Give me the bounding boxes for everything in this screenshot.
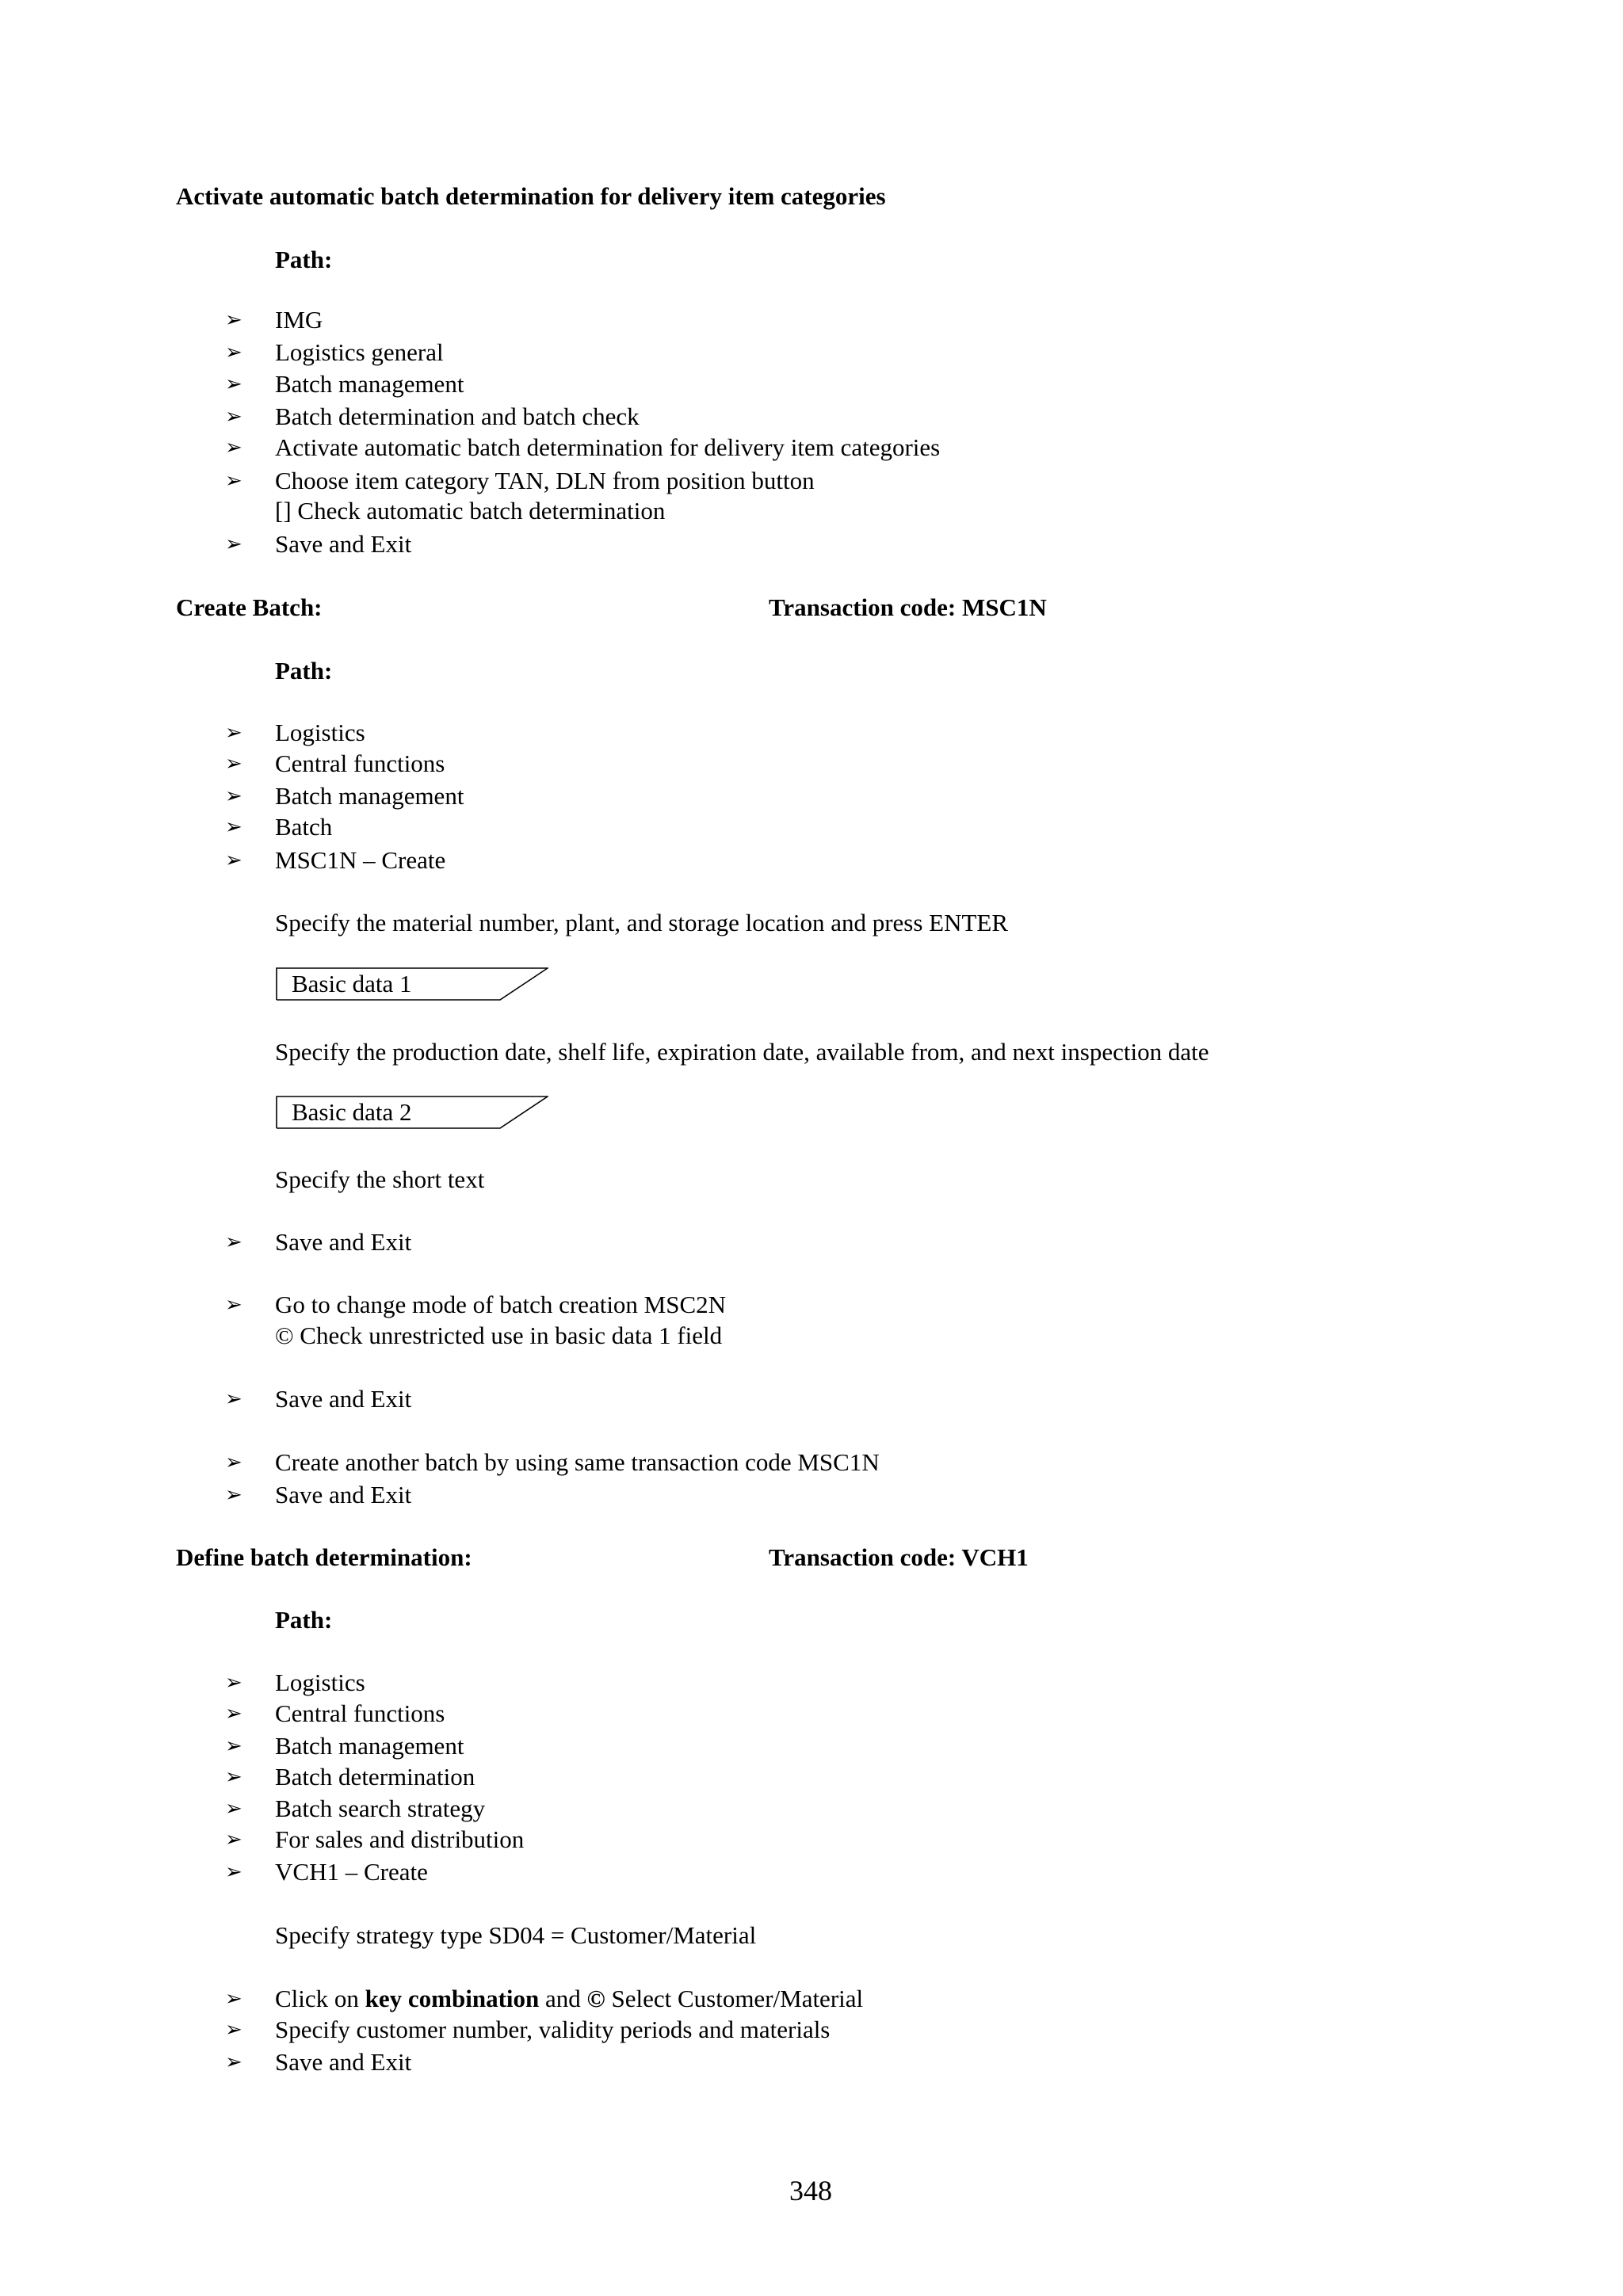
arrow-bullet-icon: ➢ — [225, 1765, 242, 1788]
list-item: ➢ Batch — [275, 811, 332, 843]
arrow-bullet-icon: ➢ — [225, 341, 242, 364]
list-item: ➢ Batch management — [275, 780, 464, 812]
section-heading-create-batch: Create Batch: — [176, 593, 323, 621]
list-item: ➢ Go to change mode of batch creation MSC2N — [275, 1289, 726, 1321]
arrow-bullet-icon: ➢ — [225, 469, 242, 492]
list-item: ➢ MSC1N – Create — [275, 845, 445, 876]
section-heading-define-batch-determination: Define batch determination: — [176, 1543, 472, 1571]
arrow-bullet-icon: ➢ — [225, 1230, 242, 1253]
arrow-bullet-icon: ➢ — [225, 784, 242, 807]
arrow-bullet-icon: ➢ — [225, 1451, 242, 1474]
arrow-bullet-icon: ➢ — [225, 436, 242, 459]
arrow-bullet-icon: ➢ — [225, 1734, 242, 1757]
list-item: ➢ Batch determination and batch check — [275, 401, 640, 433]
list-item: ➢ Central functions — [275, 748, 445, 780]
path-label: Path: — [275, 1606, 333, 1634]
arrow-bullet-icon: ➢ — [225, 721, 242, 744]
list-item: ➢ Specify customer number, validity periods and materials — [275, 2014, 830, 2046]
check-note: [] Check automatic batch determination — [275, 497, 666, 524]
instruction-text: Specify the material number, plant, and storage location and press ENTER — [275, 909, 1009, 936]
arrow-bullet-icon: ➢ — [225, 1293, 242, 1316]
list-item: ➢ Save and Exit — [275, 1226, 411, 1258]
list-item: ➢ Logistics — [275, 717, 365, 749]
list-item: ➢ Choose item category TAN, DLN from position button — [275, 465, 815, 497]
arrow-bullet-icon: ➢ — [225, 532, 242, 555]
arrow-bullet-icon: ➢ — [225, 308, 242, 331]
list-item: ➢ Click on key combination and © Select Customer/Material — [275, 1983, 863, 2015]
list-item: ➢ Logistics general — [275, 337, 444, 368]
tab-basic-data-1: Basic data 1 — [276, 967, 548, 1001]
section-heading-activate: Activate automatic batch determination for delivery item categories — [176, 182, 886, 210]
arrow-bullet-icon: ➢ — [225, 815, 242, 838]
arrow-bullet-icon: ➢ — [225, 1483, 242, 1506]
list-item: ➢ Create another batch by using same transaction code MSC1N — [275, 1447, 880, 1478]
list-item: ➢ For sales and distribution — [275, 1824, 524, 1855]
instruction-text: Specify strategy type SD04 = Customer/Material — [275, 1921, 757, 1949]
list-item: ➢ IMG — [275, 304, 323, 336]
arrow-bullet-icon: ➢ — [225, 1987, 242, 2010]
path-label: Path: — [275, 246, 333, 273]
arrow-bullet-icon: ➢ — [225, 1671, 242, 1694]
transaction-code: Transaction code: VCH1 — [769, 1543, 1029, 1571]
arrow-bullet-icon: ➢ — [225, 1387, 242, 1410]
instruction-text: Specify the short text — [275, 1165, 485, 1193]
list-item: ➢ Activate automatic batch determination for delivery item categories — [275, 432, 940, 463]
arrow-bullet-icon: ➢ — [225, 1702, 242, 1725]
list-item: ➢ Central functions — [275, 1698, 445, 1730]
arrow-bullet-icon: ➢ — [225, 2018, 242, 2041]
transaction-code: Transaction code: MSC1N — [769, 593, 1047, 621]
list-item: ➢ Save and Exit — [275, 1383, 411, 1415]
tab-basic-data-2: Basic data 2 — [276, 1096, 548, 1129]
instruction-text: Specify the production date, shelf life, expiration date, available from, and next inspection date — [275, 1038, 1209, 1066]
list-item: ➢ Batch determination — [275, 1761, 475, 1793]
arrow-bullet-icon: ➢ — [225, 849, 242, 871]
arrow-bullet-icon: ➢ — [225, 1860, 242, 1883]
arrow-bullet-icon: ➢ — [225, 405, 242, 428]
path-label: Path: — [275, 657, 333, 685]
arrow-bullet-icon: ➢ — [225, 2050, 242, 2073]
list-item: ➢ Batch management — [275, 1730, 464, 1762]
arrow-bullet-icon: ➢ — [225, 1828, 242, 1851]
list-item: ➢ VCH1 – Create — [275, 1856, 428, 1888]
arrow-bullet-icon: ➢ — [225, 752, 242, 775]
arrow-bullet-icon: ➢ — [225, 372, 242, 395]
list-item: ➢ Save and Exit — [275, 2046, 411, 2078]
page-number: 348 — [789, 2175, 832, 2206]
list-item: ➢ Batch search strategy — [275, 1793, 485, 1825]
check-note: © Check unrestricted use in basic data 1 field — [275, 1322, 723, 1349]
list-item: ➢ Logistics — [275, 1667, 365, 1699]
list-item: ➢ Batch management — [275, 368, 464, 400]
list-item: ➢ Save and Exit — [275, 1479, 411, 1511]
arrow-bullet-icon: ➢ — [225, 1797, 242, 1820]
list-item: ➢ Save and Exit — [275, 528, 411, 560]
